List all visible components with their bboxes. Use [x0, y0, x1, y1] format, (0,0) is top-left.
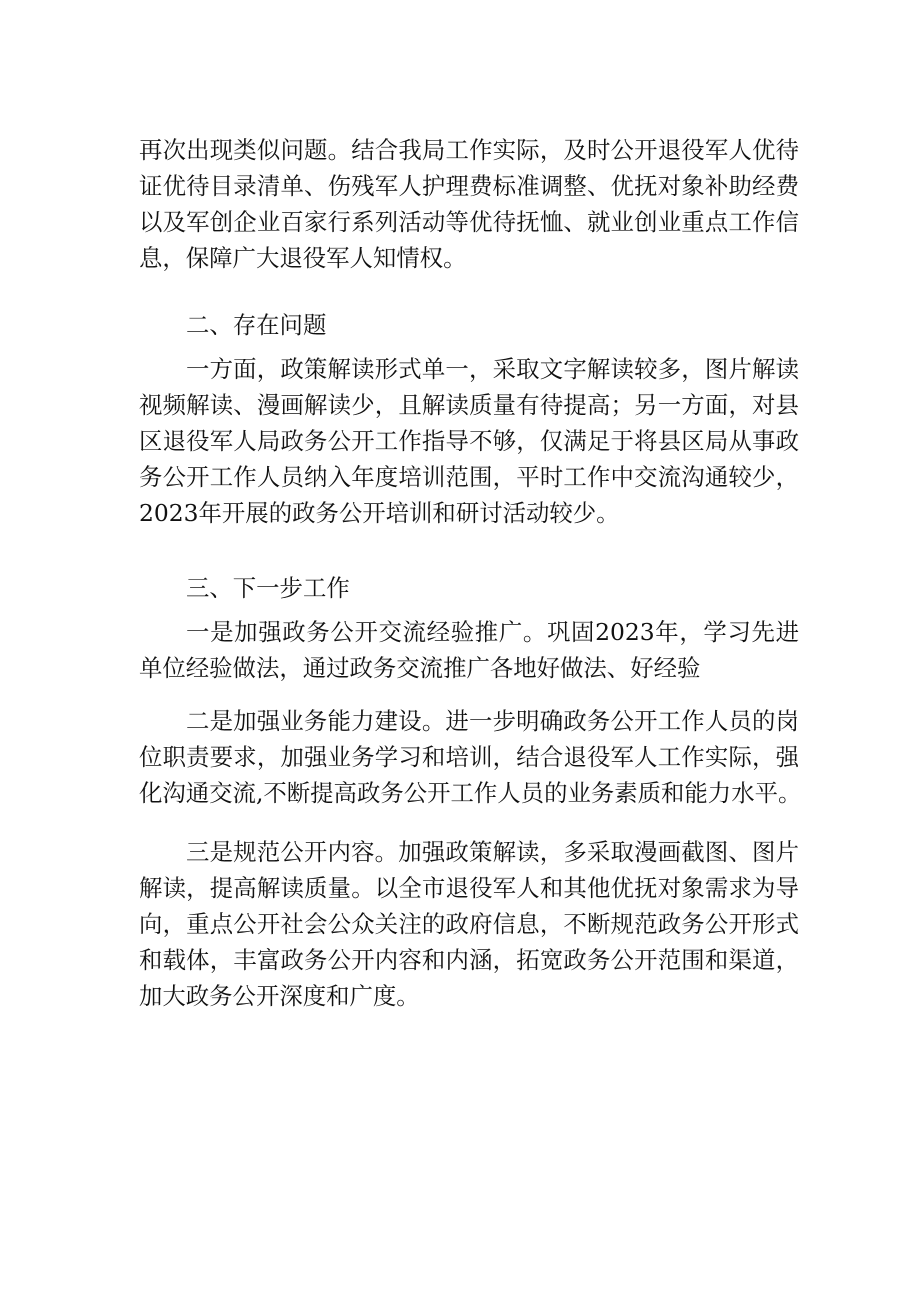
text-line: 加大政务公开深度和广度。 — [139, 982, 420, 1010]
paragraph-next-step-2 — [139, 703, 802, 811]
text-line: 和载体，丰富政务公开内容和内涵，拓宽政务公开范围和渠道， — [139, 946, 799, 974]
text-line: 单位经验做法，通过政务交流推广各地好做法、好经验 — [139, 654, 701, 682]
text-line: 解读，提高解读质量。以全市退役军人和其他优抚对象需求为导 — [139, 874, 799, 902]
section-heading-existing-problems: 二、存在问题 — [186, 311, 327, 339]
paragraph-next-step-1 — [139, 614, 799, 686]
paragraph-next-step-3 — [139, 834, 799, 1014]
text-line: 息，保障广大退役军人知情权。 — [139, 244, 467, 272]
text-line: 一是加强政务公开交流经验推广。巩固2023年，学习先进 — [186, 618, 799, 646]
text-line: 二是加强业务能力建设。进一步明确政务公开工作人员的岗 — [186, 707, 799, 735]
text-line: 以及军创企业百家行系列活动等优待抚恤、就业创业重点工作信 — [139, 208, 799, 236]
text-line: 证优待目录清单、伤残军人护理费标准调整、优抚对象补助经费 — [139, 172, 799, 200]
text-line: 向，重点公开社会公众关注的政府信息，不断规范政务公开形式 — [139, 910, 799, 938]
text-line: 视频解读、漫画解读少，且解读质量有待提高；另一方面，对县 — [139, 391, 799, 419]
text-line: 区退役军人局政务公开工作指导不够，仅满足于将县区局从事政 — [139, 427, 799, 455]
text-line: 一方面，政策解读形式单一，采取文字解读较多，图片解读 — [186, 355, 799, 383]
paragraph-existing-problems — [139, 351, 799, 531]
text-line: 2023年开展的政务公开培训和研讨活动较少。 — [139, 499, 620, 527]
section-heading-next-steps: 三、下一步工作 — [186, 574, 350, 602]
text-line: 位职责要求，加强业务学习和培训，结合退役军人工作实际，强 — [139, 743, 799, 771]
paragraph-info-disclosure — [139, 132, 799, 276]
text-line: 务公开工作人员纳入年度培训范围，平时工作中交流沟通较少， — [139, 463, 799, 491]
text-line: 三是规范公开内容。加强政策解读，多采取漫画截图、图片 — [186, 838, 799, 866]
text-line: 化沟通交流,不断提高政务公开工作人员的业务素质和能力水平。 — [139, 779, 802, 807]
text-line: 再次出现类似问题。结合我局工作实际，及时公开退役军人优待 — [139, 136, 799, 164]
